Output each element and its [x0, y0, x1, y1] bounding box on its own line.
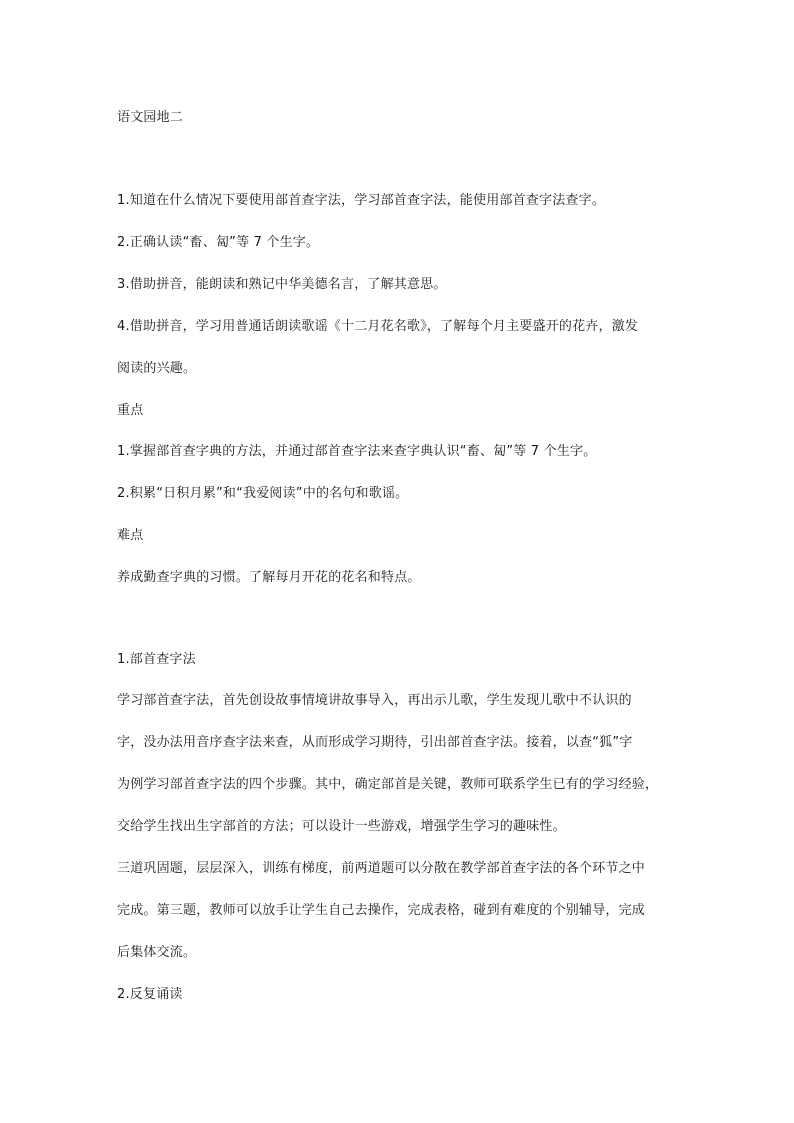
section-1-paragraph-2-line-1: 三道巩固题，层层深入，训练有梯度，前两道题可以分散在教学部首查字法的各个环节之中 [117, 861, 646, 876]
key-point-2: 2.积累“日积月累”和“我爱阅读”中的名句和歌谣。 [117, 486, 409, 501]
key-point-1: 1.掌握部首查字典的方法，并通过部首查字法来查字典认识“畜、匐”等 7 个生字。 [117, 444, 597, 459]
section-1-paragraph-1-line-4: 交给学生找出生字部首的方法；可以设计一些游戏，增强学生学习的趣味性。 [117, 819, 566, 834]
key-points-heading: 重点 [117, 403, 144, 418]
difficulty-heading: 难点 [117, 528, 144, 543]
section-2-heading: 2.反复诵读 [117, 987, 183, 1002]
document-title: 语文园地二 [117, 110, 184, 125]
difficulty-text: 养成勤查字典的习惯。了解每月开花的花名和特点。 [117, 570, 421, 585]
objective-3: 3.借助拼音，能朗读和熟记中华美德名言，了解其意思。 [117, 277, 447, 292]
section-1-paragraph-2-line-2: 完成。第三题，教师可以放手让学生自己去操作，完成表格，碰到有难度的个别辅导，完成 [117, 903, 646, 918]
section-1-paragraph-1-line-2: 字，没办法用音序查字法来查，从而形成学习期待，引出部首查字法。接着，以查“狐”字 [117, 735, 633, 750]
objective-2: 2.正确认读“畜、匐”等 7 个生字。 [117, 235, 320, 250]
section-1-paragraph-2-line-3: 后集体交流。 [117, 945, 197, 960]
objective-4-continued: 阅读的兴趣。 [117, 361, 197, 376]
section-1-paragraph-1-line-3: 为例学习部首查字法的四个步骤。其中，确定部首是关键，教师可联系学生已有的学习经验， [117, 777, 659, 792]
objective-1: 1.知道在什么情况下要使用部首查字法，学习部首查字法，能使用部首查字法查字。 [117, 193, 606, 208]
section-1-heading: 1.部首查字法 [117, 652, 196, 667]
section-1-paragraph-1-line-1: 学习部首查字法，首先创设故事情境讲故事导入，再出示儿歌，学生发现儿歌中不认识的 [117, 693, 632, 708]
objective-4: 4.借助拼音，学习用普通话朗读歌谣《十二月花名歌》，了解每个月主要盛开的花卉，激发 [117, 319, 639, 334]
